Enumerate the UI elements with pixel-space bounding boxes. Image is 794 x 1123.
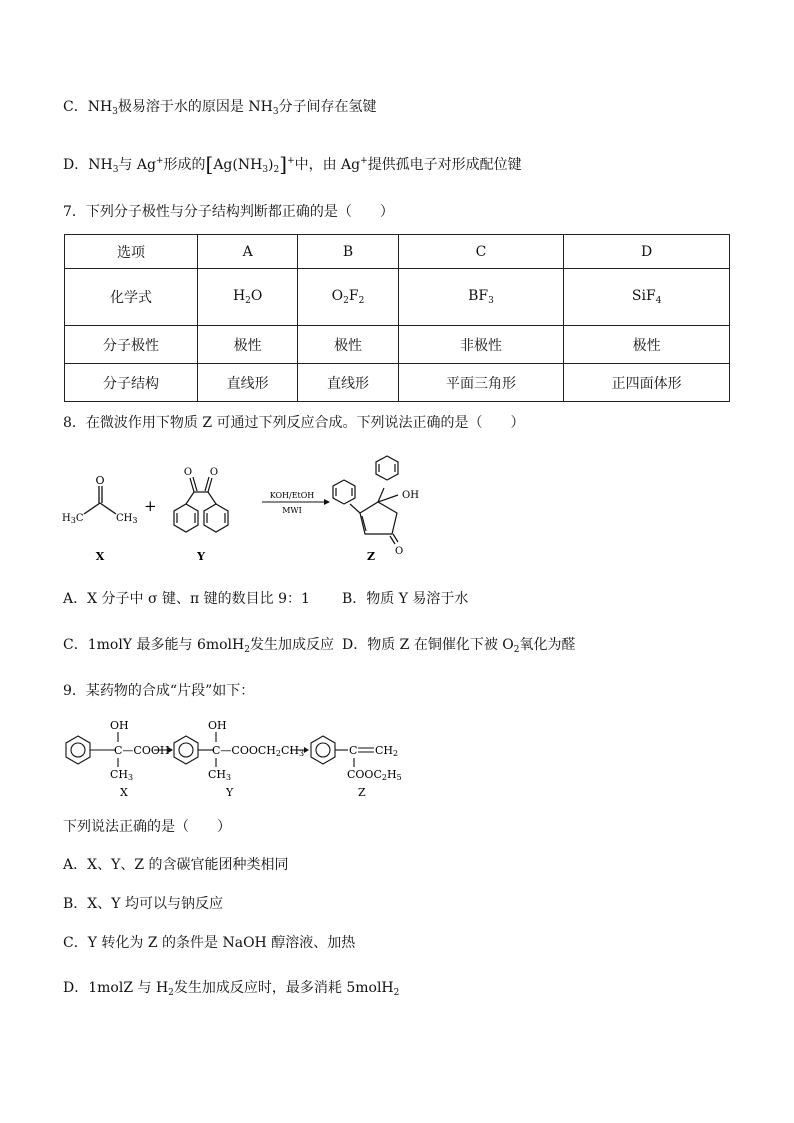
x-chain: C—COOH [114,744,170,757]
z-ester: COOC2H5 [347,768,402,782]
arrow-2-head [304,747,309,753]
table-cell: B [298,235,398,269]
table-cell: 正四面体形 [564,364,730,402]
table-row [65,364,730,402]
formula-main: O [331,288,344,304]
carbonyl-o: O [95,474,105,487]
table-cell: 平面三角形 [398,364,564,402]
formula-cell [298,269,398,326]
formula-sub: 4 [655,296,662,306]
q8-d-text-2: 氧化为醛 [519,637,576,653]
q6-d-complex-end: ) [268,157,274,173]
q6-c-text-1: C．NH [63,99,113,115]
y-oh: OH [208,719,227,732]
q6-d-complex-sub: 3 [262,165,269,175]
formula-sub2: 2 [358,296,365,306]
q6-c-sub-2: 3 [272,107,279,117]
formula-main: SiF [631,288,656,304]
q6-d-text-3: 形成的 [163,157,206,173]
formula-sub: 2 [343,296,349,306]
q9-d-text-1: D．1molZ 与 H [63,980,169,996]
q6-d-complex: Ag(NH [213,157,263,173]
q8-option-c [63,634,334,655]
q9-option-c: C．Y 转化为 Z 的条件是 NaOH 醇溶液、加热 [63,935,356,951]
q9-d-sub-2: 2 [393,988,400,998]
q9-ask: 下列说法正确的是（ ） [63,819,231,835]
q8-option-b: B．物质 Y 易溶于水 [342,591,469,607]
label-x: X [95,550,105,563]
table-cell: A [198,235,298,269]
acetone-structure [84,486,116,514]
label-z: Z [366,550,376,563]
q9-d-text-2: 发生加成反应时，最多消耗 5molH [173,980,394,996]
q8-option-d [342,634,576,655]
table-cell: 直线形 [198,364,298,402]
benzene-rings [66,732,354,767]
table-cell: 分子极性 [65,326,198,364]
formula-cell [198,269,298,326]
z-oh: OH [402,490,419,501]
table-cell: C [398,235,564,269]
y-ch3: CH3 [208,768,232,782]
q6-option-c [63,96,377,117]
formula-cell [564,269,730,326]
table-cell: 分子结构 [65,364,198,402]
table-cell: 极性 [564,326,730,364]
formula-tail: F [348,288,359,304]
z-carbon: C [349,744,358,757]
q6-d-sup-2: + [360,156,368,166]
formula-cell [398,269,564,326]
arrow-head [324,499,330,505]
q6-d-sub-1: 3 [112,165,119,175]
q8-c-text-1: C．1molY 最多能与 6molH [63,637,245,653]
q9-stem: 9．某药物的合成“片段”如下： [63,683,255,699]
q6-d-text-5: 提供孤电子对形成配位键 [367,157,522,173]
q6-c-sub-1: 3 [112,107,118,117]
label-z: Z [358,786,366,799]
table-row [65,235,730,269]
label-y: Y [197,550,205,563]
y-chain: C—COOCH2CH3 [212,744,305,758]
formula-tail: O [250,288,263,304]
formula-main: H [232,288,246,304]
formula-main: BF [468,288,489,304]
table-row [65,269,730,326]
q8-stem: 8．在微波作用下物质 Z 可通过下列反应合成。下列说法正确的是（ ） [63,415,525,431]
q6-d-text-1: D．NH [63,157,113,173]
formula-sub: 3 [488,296,494,306]
q8-c-text-2: 发生加成反应 [249,637,334,653]
x-ch3: CH3 [110,768,134,782]
condition-top: KOH/EtOH [269,491,315,500]
ch3-left: $H_3C$ [62,513,84,525]
table-cell: 极性 [298,326,398,364]
q8-reaction-figure [62,450,432,568]
q8-option-a: A．X 分子中 σ 键、π 键的数目比 9：1 [63,591,310,607]
label-x: X [120,786,128,799]
q9-d-sub-1: 2 [168,988,174,998]
benzil-structure [174,477,228,532]
product-z-structure [333,456,398,544]
q7-table [64,234,730,402]
table-cell: 直线形 [298,364,398,402]
benzil-o-1: O [183,467,193,478]
q9-option-d [63,977,399,998]
formula-sub: 2 [245,296,251,306]
q6-option-d [63,152,522,176]
q6-d-sup-1: + [155,156,164,166]
x-oh: OH [110,719,129,732]
q8-c-sub: 2 [244,645,250,655]
label-y: Y [226,786,234,799]
q6-d-complex-sub2: 2 [273,165,280,175]
left-bracket: [ [205,152,214,176]
q9-synthesis-figure [62,712,412,802]
plus-sign: + [144,497,157,515]
right-bracket: ] [279,152,288,176]
q9-option-b: B．X、Y 均可以与钠反应 [63,896,223,912]
table-row [65,326,730,364]
table-cell: 极性 [198,326,298,364]
q8-d-text-1: D．物质 Z 在铜催化下被 O [342,637,514,653]
q6-c-text-3: 分子间存在氢键 [278,99,377,115]
q6-d-text-4: 中，由 Ag [294,157,361,173]
benzil-o-2: O [209,467,219,478]
q6-d-complex-sup: + [287,156,295,166]
q6-c-text-2: 极易溶于水的原因是 NH [117,99,273,115]
z-ketone-o: O [395,546,404,557]
table-cell: D [564,235,730,269]
table-cell: 非极性 [398,326,564,364]
q9-option-a: A．X、Y、Z 的含碳官能团种类相同 [63,857,289,873]
table-cell: 化学式 [65,269,198,326]
q6-d-text-2: 与 Ag [118,157,156,173]
q8-d-sub: 2 [513,645,520,655]
z-vinyl: CH2 [375,744,399,758]
q7-stem: 7．下列分子极性与分子结构判断都正确的是（ ） [63,204,394,220]
ch3-right: $CH_3$ [116,513,138,525]
table-cell: 选项 [65,235,198,269]
condition-bottom: MWI [282,506,302,515]
